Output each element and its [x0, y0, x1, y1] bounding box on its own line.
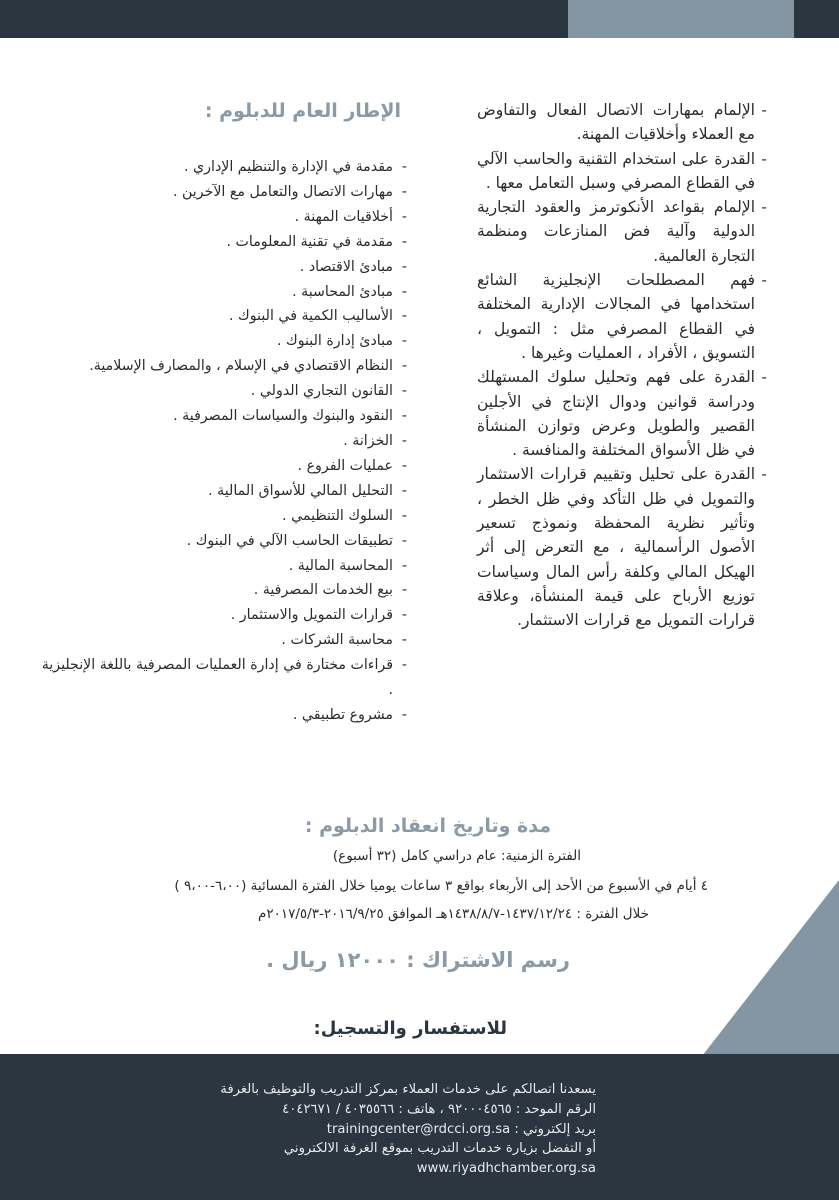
contact-website-link[interactable]: www.riyadhchamber.org.sa	[416, 1161, 596, 1177]
list-item: - القدرة على تحليل وتقييم قرارات الاستثمار والتمويل في ظل التأكد وفي ظل الخطر ، وتأثير نظرية المحفظة ونموذج تسعير الأصول الرأسمالية ، مع التعرض إلى أثر الهيكل المالي وكلفة رأس المال وسياسات توزيع الأرباح على قيمة المنشأة، وعلاقة قرارات التمويل مع قرارات الاستثمار.	[477, 462, 767, 632]
skills-list	[477, 98, 767, 633]
list-item: - القدرة على استخدام التقنية والحاسب الآلي في القطاع المصرفي وسبل التعامل معها .	[477, 147, 767, 196]
list-item: - السلوك التنظيمي .	[35, 504, 407, 529]
list-item: - فهم المصطلحات الإنجليزية الشائع استخدامها في المجالات الإدارية المختلفة في القطاع المصرفي مثل : التمويل ، التسويق ، الأفراد ، العمليات وغيرها .	[477, 268, 767, 365]
list-item: - التحليل المالي للأسواق المالية .	[35, 479, 407, 504]
list-item: - بيع الخدمات المصرفية .	[35, 578, 407, 603]
list-item: - مبادئ إدارة البنوك .	[35, 329, 407, 354]
contact-email[interactable]: بريد إلكتروني : trainingcenter@rdcci.org.sa	[326, 1121, 596, 1137]
top-accent-block	[568, 0, 794, 38]
subscription-fee: رسم الاشتراك : ١٢٠٠٠ ريال .	[266, 948, 570, 972]
list-item: - المحاسبة المالية .	[35, 554, 407, 579]
duration-title: مدة وتاريخ انعقاد الدبلوم :	[304, 815, 551, 837]
list-item: - الأساليب الكمية في البنوك .	[35, 304, 407, 329]
list-item: - الإلمام بقواعد الأنكوترمز والعقود التجارية الدولية وآلية فض المنازعات ومنظمة التجارة العالمية.	[477, 195, 767, 268]
list-item: - النظام الاقتصادي في الإسلام ، والمصارف الإسلامية.	[35, 354, 407, 379]
list-item: - مشروع تطبيقي .	[35, 703, 407, 728]
duration-schedule: ٤ أيام في الأسبوع من الأحد إلى الأربعاء بواقع ٣ ساعات يوميا خلال الفترة المسائية (٦،٠٠-٩،٠٠ )	[174, 878, 708, 894]
list-item: - أخلاقيات المهنة .	[35, 205, 407, 230]
duration-period: الفترة الزمنية: عام دراسي كامل (٣٢ أسبوع)	[332, 848, 581, 864]
duration-dates: خلال الفترة : ١٤٣٧/١٢/٢٤-١٤٣٨/٨/٧هـ الموافق ٢٠١٦/٩/٢٥-٢٠١٧/٥/٣م	[258, 906, 649, 922]
list-item: - محاسبة الشركات .	[35, 628, 407, 653]
topics-list	[35, 155, 407, 728]
list-item: - مقدمة في الإدارة والتنظيم الإداري .	[35, 155, 407, 180]
list-item: - الإلمام بمهارات الاتصال الفعال والتفاوض مع العملاء وأخلاقيات المهنة.	[477, 98, 767, 147]
list-item: - مبادئ الاقتصاد .	[35, 255, 407, 280]
list-item: - قرارات التمويل والاستثمار .	[35, 603, 407, 628]
list-item: - مهارات الاتصال والتعامل مع الآخرين .	[35, 180, 407, 205]
contact-visit: أو التفضل بزيارة خدمات التدريب بموقع الغرفة الالكتروني	[283, 1141, 596, 1157]
list-item: - القانون التجاري الدولي .	[35, 379, 407, 404]
list-item: - مبادئ المحاسبة .	[35, 280, 407, 305]
list-item: - تطبيقات الحاسب الآلي في البنوك .	[35, 529, 407, 554]
contact-phones: الرقم الموحد : ٩٢٠٠٠٤٥٦٥ ، هاتف : ٤٠٣٥٥٦٦ / ٤٠٤٢٦٧١	[282, 1101, 596, 1117]
list-item: - القدرة على فهم وتحليل سلوك المستهلك ودراسة قوانين ودوال الإنتاج في الأجلين القصير والطويل وعرض وتوازن المنشأة في ظل الأسواق المختلفة والمنافسة .	[477, 365, 767, 462]
list-item: - مقدمة في تقنية المعلومات .	[35, 230, 407, 255]
contact-block	[176, 1080, 596, 1179]
framework-title: الإطار العام للدبلوم :	[204, 100, 401, 122]
list-item: - الخزانة .	[35, 429, 407, 454]
inquiry-title: للاستفسار والتسجيل:	[313, 1018, 507, 1039]
list-item: - النقود والبنوك والسياسات المصرفية .	[35, 404, 407, 429]
list-item: - قراءات مختارة في إدارة العمليات المصرفية باللغة الإنجليزية .	[35, 653, 407, 703]
contact-intro: يسعدنا اتصالكم على خدمات العملاء بمركز التدريب والتوظيف بالغرفة	[220, 1082, 596, 1097]
list-item: - عمليات الفروع .	[35, 454, 407, 479]
